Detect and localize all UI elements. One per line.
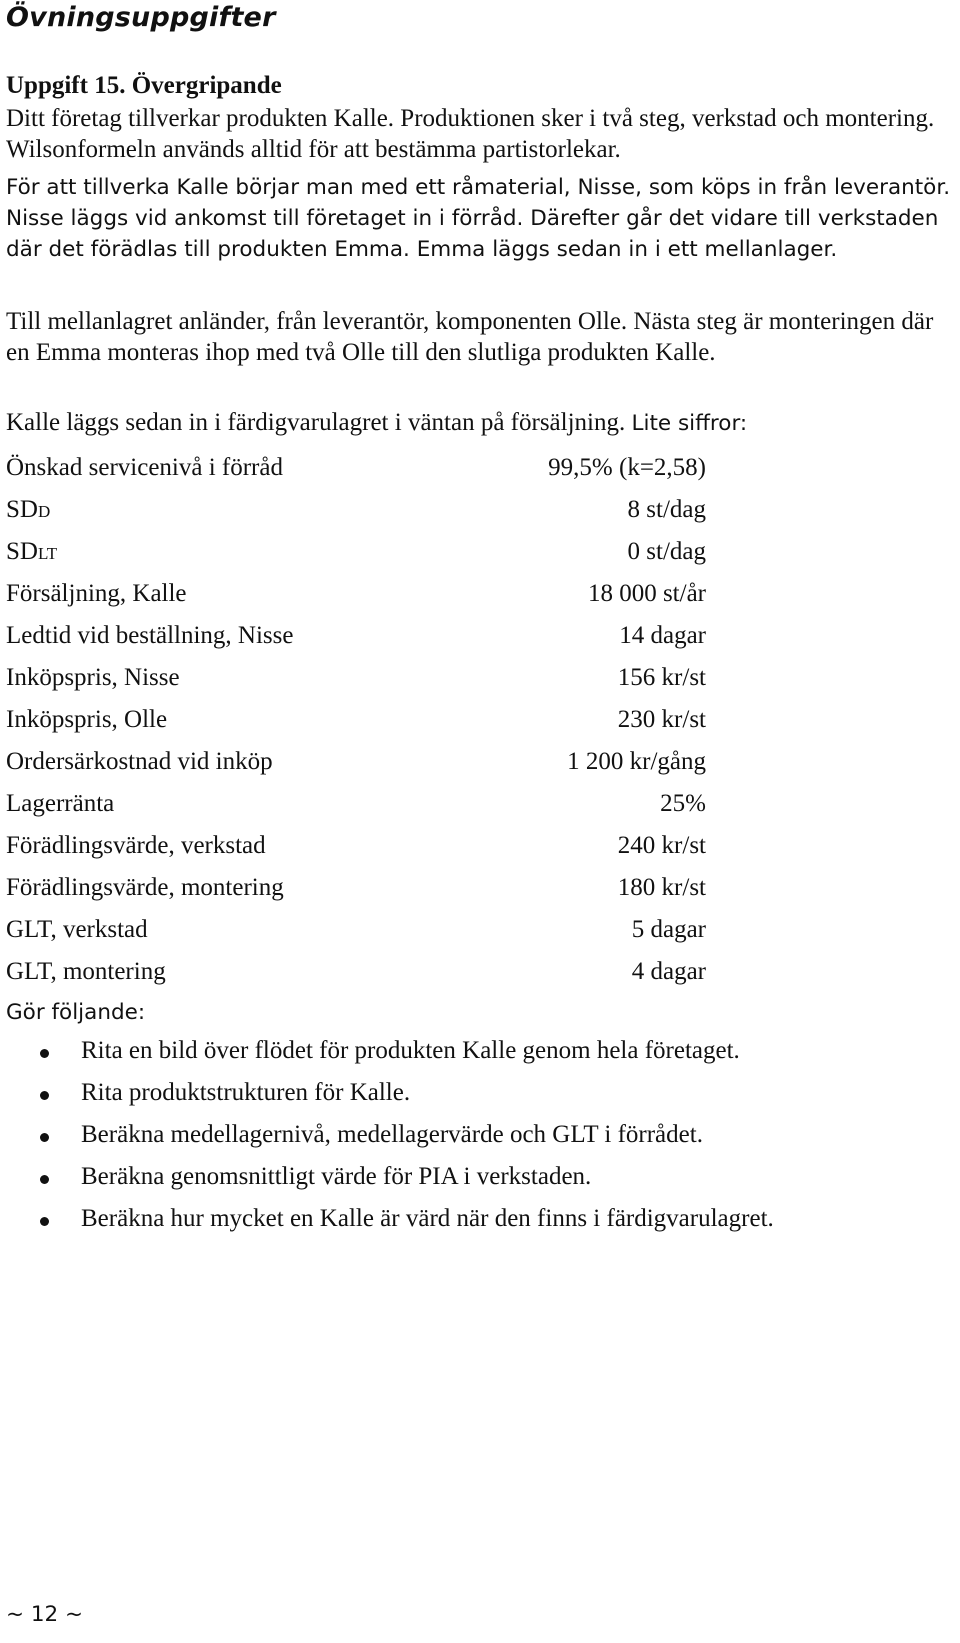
task-paragraph-2: Till mellanlagret anländer, från leverantör, komponenten Olle. Nästa steg är monteringen där en Emma monteras ihop med två Olle till den slutliga produkten Kalle.	[6, 308, 934, 366]
figure-value: 8 st/dag	[627, 496, 706, 523]
figure-label-sub: LT	[37, 544, 58, 563]
figure-row	[6, 496, 706, 538]
figure-row	[6, 874, 706, 916]
task-paragraph-3-text: Kalle läggs sedan in i färdigvarulagret i väntan på försäljning.	[6, 409, 626, 436]
figure-value: 18 000 st/år	[587, 580, 706, 607]
figure-value: 0 st/dag	[627, 538, 706, 565]
figure-row	[6, 832, 706, 874]
page-heading: Övningsuppgifter	[6, 2, 276, 33]
figure-label: Förädlingsvärde, montering	[6, 874, 284, 901]
figure-value: 156 kr/st	[617, 664, 706, 691]
list-item-text: Rita en bild över flödet för produkten Kalle genom hela företaget.	[81, 1037, 740, 1064]
list-item-text: Beräkna medellagernivå, medellagervärde och GLT i förrådet.	[81, 1121, 703, 1148]
figure-label: Förädlingsvärde, verkstad	[6, 832, 266, 859]
figure-row	[6, 790, 706, 832]
bullet-icon	[40, 1133, 49, 1142]
figure-label: Inköpspris, Nisse	[6, 664, 180, 691]
task-paragraph-3	[6, 406, 951, 440]
figure-label-main: SD	[6, 496, 38, 523]
figure-value: 5 dagar	[631, 916, 706, 943]
bullet-icon	[40, 1049, 49, 1058]
list-item-text: Beräkna hur mycket en Kalle är värd när den finns i färdigvarulagret.	[81, 1205, 774, 1232]
list-item-text: Beräkna genomsnittligt värde för PIA i verkstaden.	[81, 1163, 592, 1190]
figure-row	[6, 664, 706, 706]
figure-row	[6, 958, 706, 1000]
figure-label: Lagerränta	[6, 790, 115, 817]
list-item	[0, 1163, 950, 1205]
figure-value: 14 dagar	[619, 622, 706, 649]
figure-value: 240 kr/st	[617, 832, 706, 859]
figure-value: 180 kr/st	[617, 874, 706, 901]
page-number: ~ 12 ~	[6, 1602, 84, 1627]
figures-table	[6, 454, 706, 1000]
figure-row	[6, 706, 706, 748]
figure-row	[6, 580, 706, 622]
bullet-icon	[40, 1091, 49, 1100]
figure-label: GLT, montering	[6, 958, 166, 985]
figures-intro: Lite siffror:	[631, 411, 748, 436]
list-item	[0, 1079, 950, 1121]
bullet-icon	[40, 1217, 49, 1226]
todo-title: Gör följande:	[6, 1000, 146, 1025]
figure-row	[6, 454, 706, 496]
list-item	[0, 1121, 950, 1163]
todo-list	[0, 1037, 950, 1247]
task-paragraph-1: För att tillverka Kalle börjar man med ett råmaterial, Nisse, som köps in från leverantör. Nisse läggs vid ankomst till företaget in i förråd. Därefter går det vidare till verkstaden där det förädlas till produkten Emma. Emma läggs sedan in i ett mellanlager.	[6, 175, 951, 262]
figure-label: Inköpspris, Olle	[6, 706, 168, 733]
bullet-icon	[40, 1175, 49, 1184]
figure-label: Ledtid vid beställning, Nisse	[6, 622, 294, 649]
figure-value: 1 200 kr/gång	[567, 748, 706, 775]
list-item	[0, 1205, 950, 1247]
list-item	[0, 1037, 950, 1079]
figure-label-main: SD	[6, 538, 38, 565]
figure-label: Försäljning, Kalle	[6, 580, 187, 607]
figure-label	[6, 538, 57, 566]
figure-label-sub: D	[37, 502, 51, 521]
figure-value: 25%	[660, 790, 706, 817]
figure-row	[6, 916, 706, 958]
figure-row	[6, 622, 706, 664]
figure-label: GLT, verkstad	[6, 916, 148, 943]
figure-value: 99,5% (k=2,58)	[548, 454, 706, 481]
list-item-text: Rita produktstrukturen för Kalle.	[81, 1079, 411, 1106]
figure-label: Ordersärkostnad vid inköp	[6, 748, 273, 775]
task-title: Uppgift 15. Övergripande	[6, 72, 282, 99]
task-intro: Ditt företag tillverkar produkten Kalle. Produktionen sker i två steg, verkstad och montering. Wilsonformeln används alltid för att bestämma partistorlekar.	[6, 105, 935, 163]
figure-row	[6, 538, 706, 580]
figure-row	[6, 748, 706, 790]
figure-value: 230 kr/st	[617, 706, 706, 733]
figure-label	[6, 496, 50, 524]
figure-value: 4 dagar	[631, 958, 706, 985]
figure-label: Önskad servicenivå i förråd	[6, 454, 283, 481]
